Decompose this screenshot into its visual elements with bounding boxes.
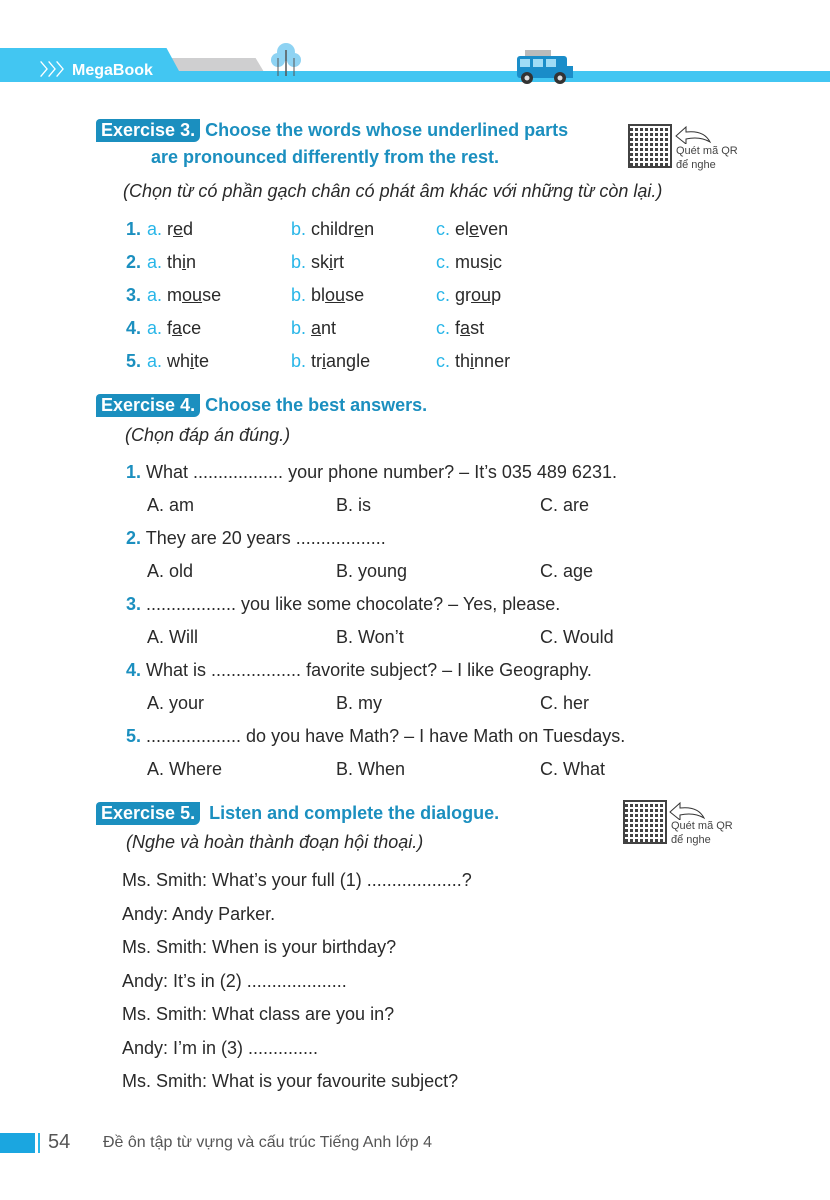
question-text: They are 20 years .................. <box>145 528 386 548</box>
answer-option <box>147 283 221 307</box>
answer-option <box>291 217 374 241</box>
exercise-5-heading <box>96 802 499 825</box>
word-part: n <box>364 219 375 239</box>
exercise-badge: Exercise 5. <box>96 802 200 825</box>
word-part: se <box>202 285 222 305</box>
question-number: 5. <box>126 726 142 746</box>
question <box>126 592 560 616</box>
dialogue-line: Andy: I’m in (3) .............. <box>122 1037 319 1058</box>
brand-logo <box>40 57 153 80</box>
word-part: te <box>194 351 210 371</box>
word-part: mus <box>455 252 490 272</box>
qr-code-icon <box>628 124 672 168</box>
item-number: 2. <box>126 252 142 272</box>
option-label: c. <box>436 285 451 305</box>
answer-option: B. is <box>336 495 372 515</box>
answer-option <box>291 283 364 307</box>
word-part: m <box>167 285 183 305</box>
question-text: What is .................. favorite subject? – I like Geography. <box>146 660 592 680</box>
word-part: gr <box>455 285 472 305</box>
answer-option: B. my <box>336 693 383 713</box>
option-label: b. <box>291 219 307 239</box>
exercise-subtitle: (Chọn đáp án đúng.) <box>125 425 291 445</box>
answer-option: C. her <box>540 693 590 713</box>
answer-option: C. What <box>540 759 606 779</box>
option-label: a. <box>147 285 163 305</box>
word-part: n <box>186 252 197 272</box>
word-part: d <box>183 219 194 239</box>
option-label: a. <box>147 318 163 338</box>
word-part: rt <box>333 252 345 272</box>
exercise-badge: Exercise 3. <box>96 119 200 142</box>
option-label: a. <box>147 351 163 371</box>
underlined-part: ou <box>471 285 492 305</box>
option-label: c. <box>436 318 451 338</box>
answer-option: A. old <box>147 561 194 581</box>
dialogue-line: Ms. Smith: What’s your full (1) ...................? <box>122 870 472 890</box>
question <box>126 724 625 748</box>
brand-name: MegaBook <box>72 62 153 79</box>
question-text: What .................. your phone number? – It’s 035 489 6231. <box>146 462 617 482</box>
question-text: ................... do you have Math? – I have Math on Tuesdays. <box>146 726 626 746</box>
underlined-part: a <box>172 318 183 338</box>
underlined-part: a <box>460 318 471 338</box>
answer-option <box>436 250 502 274</box>
dialogue-line: Ms. Smith: What class are you in? <box>122 1004 395 1024</box>
word-part: bl <box>311 285 326 305</box>
question <box>126 526 386 550</box>
footer-divider <box>38 1133 40 1153</box>
word-part: sk <box>311 252 330 272</box>
underlined-part: i <box>182 252 187 272</box>
option-label: a. <box>147 252 163 272</box>
word-part: c <box>493 252 503 272</box>
book-title: Đề ôn tập từ vựng và cấu trúc Tiếng Anh lớp 4 <box>103 1134 432 1151</box>
underlined-part: e <box>354 219 365 239</box>
option-label: b. <box>291 285 307 305</box>
dialogue-line: Ms. Smith: When is your birthday? <box>122 937 397 957</box>
dialogue-line: Ms. Smith: What is your favourite subject? <box>122 1071 459 1091</box>
question <box>126 460 617 484</box>
qr-caption <box>671 819 733 847</box>
qr-caption-line1: Quét mã QR <box>676 145 738 157</box>
word-part: f <box>455 318 461 338</box>
item-number: 1. <box>126 219 142 239</box>
answer-option: A. am <box>147 495 195 515</box>
dialogue-line: Andy: It’s in (2) .................... <box>122 970 347 991</box>
underlined-part: i <box>190 351 195 371</box>
exercise-4-heading <box>96 394 427 417</box>
answer-option <box>291 250 344 274</box>
underlined-part: i <box>470 351 475 371</box>
option-label: b. <box>291 318 307 338</box>
answer-option: B. Won’t <box>336 627 404 647</box>
answer-option: B. young <box>336 561 408 581</box>
answer-option: A. your <box>147 693 205 713</box>
answer-option <box>436 316 484 340</box>
exercise-title: Choose the best answers. <box>205 395 428 415</box>
answer-option: C. Would <box>540 627 614 647</box>
underlined-part: i <box>329 252 334 272</box>
word-part: se <box>345 285 365 305</box>
exercise-3-heading <box>96 119 568 142</box>
exercise-badge: Exercise 4. <box>96 394 200 417</box>
underlined-part: e <box>469 219 480 239</box>
curved-arrow-icon <box>674 124 714 144</box>
answer-option <box>147 217 193 241</box>
answer-option <box>291 349 370 373</box>
option-label: c. <box>436 219 451 239</box>
word-part: st <box>470 318 485 338</box>
exercise-title-line2: are pronounced differently from the rest. <box>151 147 500 167</box>
word-part: ven <box>479 219 509 239</box>
item-number: 4. <box>126 318 142 338</box>
answer-option <box>436 283 501 307</box>
trees-icon <box>266 42 306 78</box>
underlined-part: a <box>311 318 322 338</box>
page-number: 54 <box>48 1131 71 1153</box>
exercise-subtitle: (Chọn từ có phần gạch chân có phát âm khác với những từ còn lại.) <box>123 181 663 201</box>
underlined-part: ou <box>182 285 203 305</box>
word-part: f <box>167 318 173 338</box>
question-number: 3. <box>126 594 142 614</box>
footer-bar <box>0 1133 35 1153</box>
answer-option <box>147 349 209 373</box>
word-part: angle <box>326 351 371 371</box>
word-part: r <box>167 219 174 239</box>
question-number: 1. <box>126 462 142 482</box>
question-number: 4. <box>126 660 142 680</box>
exercise-title: Listen and complete the dialogue. <box>209 803 500 823</box>
question <box>126 658 592 682</box>
answer-option: C. age <box>540 561 594 581</box>
question-text: .................. you like some chocolate? – Yes, please. <box>146 594 561 614</box>
answer-option <box>436 349 510 373</box>
qr-caption-line2: để nghe <box>671 834 711 846</box>
word-part: wh <box>167 351 191 371</box>
underlined-part: ou <box>325 285 346 305</box>
answer-option <box>291 316 336 340</box>
qr-caption-line2: để nghe <box>676 159 716 171</box>
answer-option: A. Where <box>147 759 223 779</box>
option-label: c. <box>436 351 451 371</box>
answer-option <box>436 217 508 241</box>
logo-icon: 〉〉〉 <box>40 62 73 79</box>
qr-caption <box>676 144 738 172</box>
exercise-subtitle: (Nghe và hoàn thành đoạn hội thoại.) <box>126 832 424 852</box>
answer-option <box>147 250 196 274</box>
word-part: el <box>455 219 470 239</box>
qr-code-icon <box>623 800 667 844</box>
word-part: nner <box>474 351 511 371</box>
word-part: ce <box>182 318 202 338</box>
item-number: 5. <box>126 351 142 371</box>
underlined-part: i <box>322 351 327 371</box>
curved-arrow-icon <box>668 800 708 820</box>
answer-option <box>147 316 201 340</box>
answer-option: B. When <box>336 759 406 779</box>
word-part: th <box>455 351 471 371</box>
underlined-part: e <box>173 219 184 239</box>
qr-caption-line1: Quét mã QR <box>671 820 733 832</box>
option-label: b. <box>291 351 307 371</box>
option-label: b. <box>291 252 307 272</box>
dialogue-line: Andy: Andy Parker. <box>122 903 276 924</box>
answer-option: C. are <box>540 495 590 515</box>
item-number: 3. <box>126 285 142 305</box>
word-part: p <box>491 285 502 305</box>
car-icon <box>515 46 577 86</box>
answer-option: A. Will <box>147 627 198 647</box>
word-part: childr <box>311 219 355 239</box>
word-part: nt <box>321 318 337 338</box>
word-part: th <box>167 252 183 272</box>
option-label: a. <box>147 219 163 239</box>
underlined-part: i <box>489 252 494 272</box>
option-label: c. <box>436 252 451 272</box>
word-part: tr <box>311 351 323 371</box>
question-number: 2. <box>126 528 142 548</box>
exercise-title: Choose the words whose underlined parts <box>205 120 569 140</box>
